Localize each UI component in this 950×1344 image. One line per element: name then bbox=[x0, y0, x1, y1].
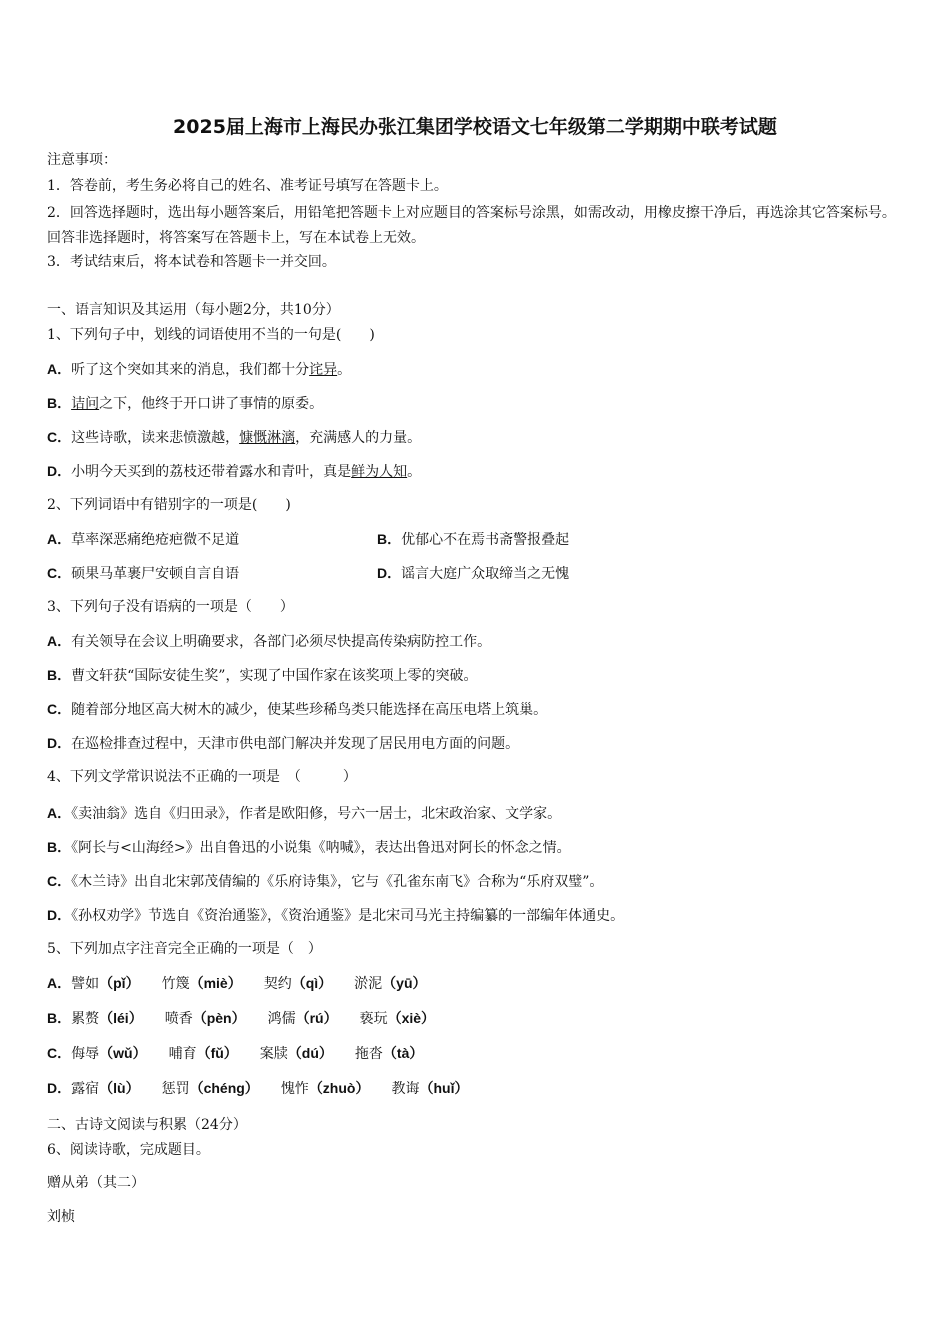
question-stem: 3、下列句子没有语病的一项是（ ） bbox=[47, 599, 294, 615]
option-a: A．听了这个突如其来的消息，我们都十分诧异。 bbox=[47, 361, 352, 378]
option-c: C．这些诗歌，读来悲愤激越，慷慨淋漓，充满感人的力量。 bbox=[47, 429, 422, 446]
option-b: B．优郁心不在焉书斋警报叠起 bbox=[377, 531, 570, 548]
option-a: A．草率深恶痛绝疮疤微不足道 bbox=[47, 531, 240, 548]
option-c: C．随着部分地区高大树木的减少，使某些珍稀鸟类只能选择在高压电塔上筑巢。 bbox=[47, 701, 548, 718]
option-d: D．《孙权劝学》节选自《资治通鉴》，《资治通鉴》是北宋司马光主持编纂的一部编年体通史。 bbox=[47, 907, 625, 924]
option-a: A．有关领导在会议上明确要求，各部门必须尽快提高传染病防控工作。 bbox=[47, 633, 492, 650]
option-d: D．在巡检排查过程中，天津市供电部门解决并发现了居民用电方面的问题。 bbox=[47, 735, 520, 752]
question-stem: 5、下列加点字注音完全正确的一项是（ ） bbox=[47, 941, 322, 957]
question-stem: 4、下列文学常识说法不正确的一项是 （ ） bbox=[47, 769, 357, 785]
poem-author: 刘桢 bbox=[47, 1209, 75, 1225]
question-stem: 1、下列句子中，划线的词语使用不当的一句是( ) bbox=[47, 327, 375, 343]
notice-item: 1．答卷前，考生务必将自己的姓名、准考证号填写在答题卡上。 bbox=[47, 178, 448, 194]
option-a: A．譬如（pǐ） 竹篾（miè） 契约（qì） 淤泥（yū） bbox=[47, 975, 427, 992]
option-d: D．小明今天买到的荔枝还带着露水和青叶，真是鲜为人知。 bbox=[47, 463, 422, 480]
option-b: B．《阿长与<山海经>》出自鲁迅的小说集《呐喊》，表达出鲁迅对阿长的怀念之情。 bbox=[47, 839, 571, 856]
option-b: B．诘问之下，他终于开口讲了事情的原委。 bbox=[47, 395, 324, 412]
page-title: 2025届上海市上海民办张江集团学校语文七年级第二学期期中联考试题 bbox=[173, 116, 777, 138]
option-c: C．硕果马革裹尸安顿自言自语 bbox=[47, 565, 240, 582]
notice-item: 3．考试结束后，将本试卷和答题卡一并交回。 bbox=[47, 254, 336, 270]
question-stem: 2、下列词语中有错别字的一项是( ) bbox=[47, 497, 291, 513]
option-c: C．侮辱（wǔ） 哺育（fǔ） 案牍（dú） 拖沓（tà） bbox=[47, 1045, 424, 1062]
option-b: B．累赘（léi） 喷香（pèn） 鸿儒（rú） 亵玩（xiè） bbox=[47, 1010, 436, 1027]
option-a: A．《卖油翁》选自《归田录》，作者是欧阳修，号六一居士，北宋政治家、文学家。 bbox=[47, 805, 562, 822]
option-d: D．露宿（lù） 惩罚（chéng） 愧怍（zhuò） 教诲（huǐ） bbox=[47, 1080, 469, 1097]
question-stem: 6、阅读诗歌，完成题目。 bbox=[47, 1142, 210, 1158]
section-heading: 一、语言知识及其运用（每小题2分，共10分） bbox=[47, 302, 340, 318]
option-b: B．曹文轩获“国际安徒生奖”，实现了中国作家在该奖项上零的突破。 bbox=[47, 667, 478, 684]
notice-heading: 注意事项： bbox=[47, 152, 117, 168]
option-c: C．《木兰诗》出自北宋郭茂倩编的《乐府诗集》，它与《孔雀东南飞》合称为“乐府双璧”。 bbox=[47, 873, 604, 890]
option-d: D．谣言大庭广众取缔当之无愧 bbox=[377, 565, 570, 582]
notice-item: 2．回答选择题时，选出每小题答案后，用铅笔把答题卡上对应题目的答案标号涂黑，如需改动，用橡皮擦干净后，再选涂其它答案标号。回答非选择题时，将答案写在答题卡上，写在本试卷上无效。 bbox=[47, 205, 896, 246]
poem-title: 赠从弟（其二） bbox=[47, 1175, 145, 1191]
section-heading: 二、古诗文阅读与积累（24分） bbox=[47, 1117, 247, 1133]
